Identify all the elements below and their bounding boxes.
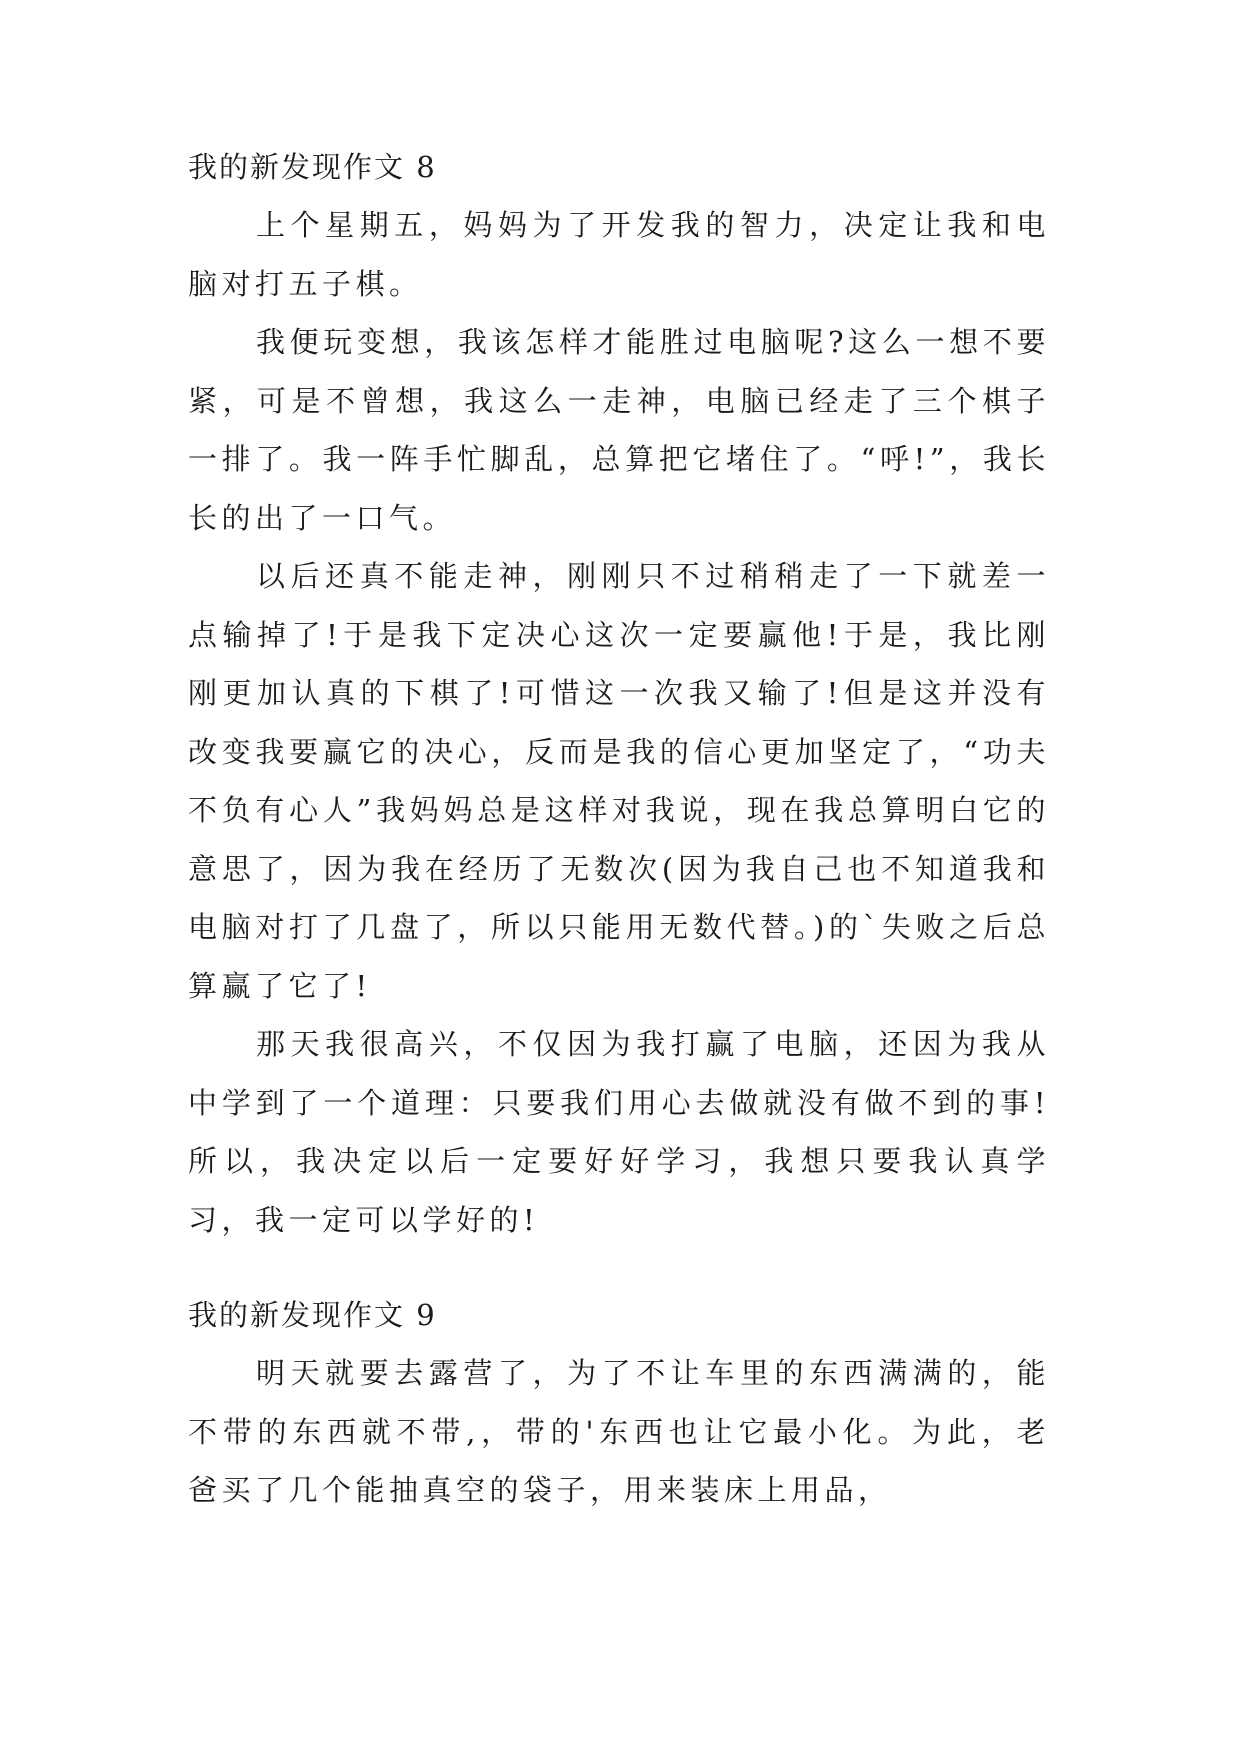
section-body — [188, 196, 1050, 1249]
paragraph: 明天就要去露营了，为了不让车里的东西满满的，能不带的东西就不带,，带的'东西也让它最小化。为此，老爸买了几个能抽真空的袋子，用来装床上用品， — [188, 1356, 1050, 1507]
paragraph: 那天我很高兴，不仅因为我打赢了电脑，还因为我从中学到了一个道理：只要我们用心去做就没有做不到的事!所以，我决定以后一定要好好学习，我想只要我认真学习，我一定可以学好的! — [188, 1027, 1050, 1237]
section-title: 我的新发现作文 8 — [188, 150, 437, 184]
section-title: 我的新发现作文 9 — [188, 1298, 437, 1332]
paragraph: 以后还真不能走神，刚刚只不过稍稍走了一下就差一点输掉了!于是我下定决心这次一定要赢他!于是，我比刚刚更加认真的下棋了!可惜这一次我又输了!但是这并没有改变我要赢它的决心，反而是我的信心更加坚定了，“功夫不负有心人”我妈妈总是这样对我说，现在我总算明白它的意思了，因为我在经历了无数次(因为我自己也不知道我和电脑对打了几盘了，所以只能用无数代替。)的`失败之后总算赢了它了! — [188, 559, 1050, 1003]
paragraph: 上个星期五，妈妈为了开发我的智力，决定让我和电脑对打五子棋。 — [188, 208, 1050, 301]
paragraph: 我便玩变想，我该怎样才能胜过电脑呢?这么一想不要紧，可是不曾想，我这么一走神，电脑已经走了三个棋子一排了。我一阵手忙脚乱，总算把它堵住了。“呼!”，我长长的出了一口气。 — [188, 325, 1050, 535]
section-body — [188, 1344, 1050, 1520]
